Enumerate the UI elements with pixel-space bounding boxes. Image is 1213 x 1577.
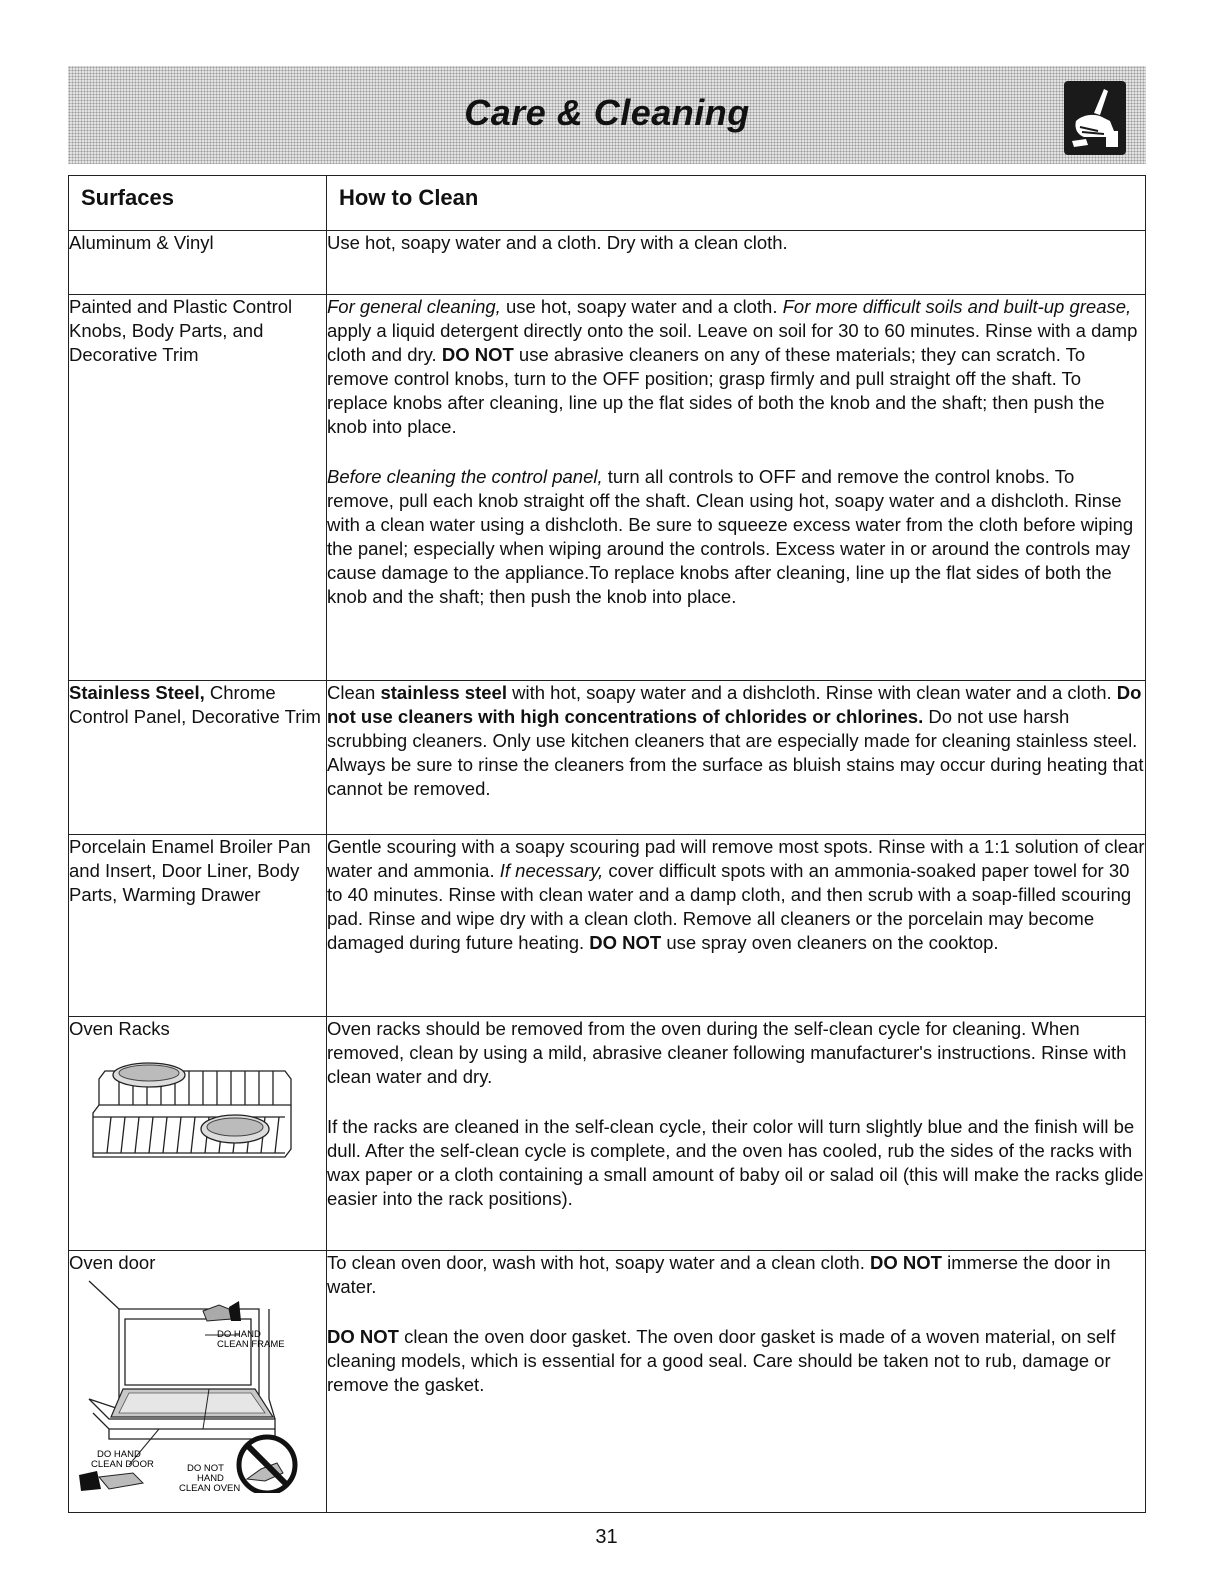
bold-text: DO NOT: [441, 344, 514, 365]
text: To clean oven door, wash with hot, soapy water and a clean cloth.: [327, 1252, 870, 1273]
page-number: 31: [595, 1526, 618, 1548]
text: with hot, soapy water and a dishcloth. Rinse with clean water and a cloth.: [506, 682, 1117, 703]
text: immerse the door in water.: [327, 1252, 1111, 1297]
label-do-hand-frame-2: CLEAN FRAME: [217, 1339, 285, 1350]
text: clean the oven door gasket. The oven door gasket is made of a woven material, on self cleaning models, which is essential for a good seal. Care should be taken not to rub, damage or remove the gasket.: [327, 1326, 1116, 1395]
instructions-cell: [327, 1251, 1146, 1513]
bold-text: Do not use cleaners with high concentrations of chlorides or chlorines.: [327, 682, 1142, 727]
table-row: [69, 835, 1146, 1017]
table-row: [69, 295, 1146, 681]
oven-door-illustration: [69, 1279, 326, 1499]
table-row: [69, 1017, 1146, 1251]
instruction-paragraph: [327, 1251, 1145, 1299]
label-gasket-3: CLEAN OVEN: [179, 1483, 241, 1493]
page-title: Care & Cleaning: [464, 92, 750, 133]
instruction-paragraph: [327, 465, 1145, 609]
surface-label: Oven Racks: [69, 1018, 170, 1039]
instructions-cell: [327, 835, 1146, 1017]
instructions-cell: [327, 1017, 1146, 1251]
text: cover difficult spots with an ammonia-soaked paper towel for 30 to 40 minutes. Rinse with clean water and a damp cloth, and then scrub with a soap-filled scouring pad. Rinse and wipe dry with a clean cloth. Remove all cleaners or the porcelain may become damaged during future heating.: [327, 860, 1132, 953]
cleaning-hand-icon: [1064, 81, 1126, 155]
surface-cell: [69, 1017, 327, 1251]
surface-label: Painted and Plastic Control Knobs, Body Parts, and Decorative Trim: [69, 296, 293, 365]
table-row: [69, 231, 1146, 295]
text: use abrasive cleaners on any of these materials; they can scratch. To remove control knobs, turn to the OFF position; grasp firmly and pull straight off the shaft. To replace knobs after cleaning, line up the flat sides of both the knob and the shaft; then push the knob into place.: [327, 344, 1105, 437]
text: Clean: [327, 682, 381, 703]
surface-cell: Porcelain Enamel Broiler Pan and Insert, Door Liner, Body Parts, Warming Drawer: [69, 835, 327, 1017]
text: use hot, soapy water and a cloth.: [500, 296, 783, 317]
italic-text: Before cleaning the control panel,: [327, 466, 603, 487]
instruction-text: Use hot, soapy water and a cloth. Dry with a clean cloth.: [327, 232, 788, 253]
instruction-paragraph: Oven racks should be removed from the oven during the self-clean cycle for cleaning. When removed, clean by using a mild, abrasive cleaner following manufacturer's instructions. Rinse with clean water and dry.: [327, 1018, 1127, 1087]
label-do-hand-frame-1: DO HAND: [217, 1329, 261, 1340]
table-row: [69, 681, 1146, 835]
bold-text: stainless steel: [380, 682, 507, 703]
header-how-to-clean: How to Clean: [327, 176, 1146, 231]
oven-racks-illustration: [85, 1057, 326, 1175]
instructions-cell: [327, 231, 1146, 295]
label-do-hand-door-1: DO HAND: [97, 1449, 141, 1460]
header-banner: [68, 66, 1146, 164]
bold-text: DO NOT: [870, 1252, 942, 1273]
text: Gentle scouring with a soapy scouring pad will remove most spots. Rinse with a 1:1 solution of clear water and ammonia.: [327, 836, 1145, 881]
bold-text: Stainless Steel,: [69, 682, 205, 703]
text: use spray oven cleaners on the cooktop.: [661, 932, 999, 953]
text: apply a liquid detergent directly onto the soil. Leave on soil for 30 to 60 minutes. Rinse with a damp cloth and dry.: [327, 320, 1138, 365]
surface-cell: [69, 681, 327, 835]
italic-text: For general cleaning,: [327, 296, 501, 317]
surface-cell: [69, 1251, 327, 1513]
italic-text: If necessary,: [499, 860, 604, 881]
surface-cell: Aluminum & Vinyl: [69, 231, 327, 295]
label-do-hand-door-2: CLEAN DOOR: [91, 1459, 154, 1470]
table-row: [69, 1251, 1146, 1513]
instructions-cell: [327, 681, 1146, 835]
text: Do not use harsh scrubbing cleaners. Only use kitchen cleaners that are especially made for cleaning stainless steel. Always be sure to rinse the cleaners from the surface as bluish stains may occur during heating that cannot be removed.: [327, 706, 1144, 799]
care-cleaning-table: [68, 175, 1146, 1513]
text: Chrome Control Panel, Decorative Trim: [69, 682, 321, 727]
care-table-frame: [68, 175, 1146, 1513]
instruction-paragraph: [327, 835, 1145, 955]
text: turn all controls to OFF and remove the control knobs. To remove, pull each knob straight off the shaft. Clean using hot, soapy water and a dishcloth. Rinse with a clean water using a dishcloth. Be sure to squeeze excess water from the cloth before wiping the panel; especially when wiping around the controls. Excess water in or around the controls may cause damage to the appliance.To replace knobs after cleaning, line up the flat sides of both the knob and the shaft; then push the knob into place.: [327, 466, 1134, 607]
table-header-row: [69, 176, 1146, 231]
bold-text: DO NOT: [327, 1326, 399, 1347]
instructions-cell: [327, 295, 1146, 681]
italic-text: For more difficult soils and built-up grease,: [782, 296, 1132, 317]
instruction-paragraph: [327, 681, 1145, 801]
label-gasket-2: HAND: [197, 1473, 224, 1484]
surface-cell: [69, 295, 327, 681]
instruction-paragraph: If the racks are cleaned in the self-clean cycle, their color will turn slightly blue and the finish will be dull. After the self-clean cycle is complete, and the oven has cooled, rub the sides of the racks with wax paper or a cloth containing a small amount of baby oil or salad oil (this will make the racks glide easier into the rack positions).: [327, 1116, 1144, 1209]
bold-text: DO NOT: [589, 932, 662, 953]
surface-label: Oven door: [69, 1252, 156, 1273]
instruction-paragraph: [327, 295, 1145, 439]
instruction-paragraph: [327, 1325, 1145, 1397]
label-gasket-1: DO NOT: [187, 1463, 224, 1474]
header-surfaces: Surfaces: [69, 176, 327, 231]
